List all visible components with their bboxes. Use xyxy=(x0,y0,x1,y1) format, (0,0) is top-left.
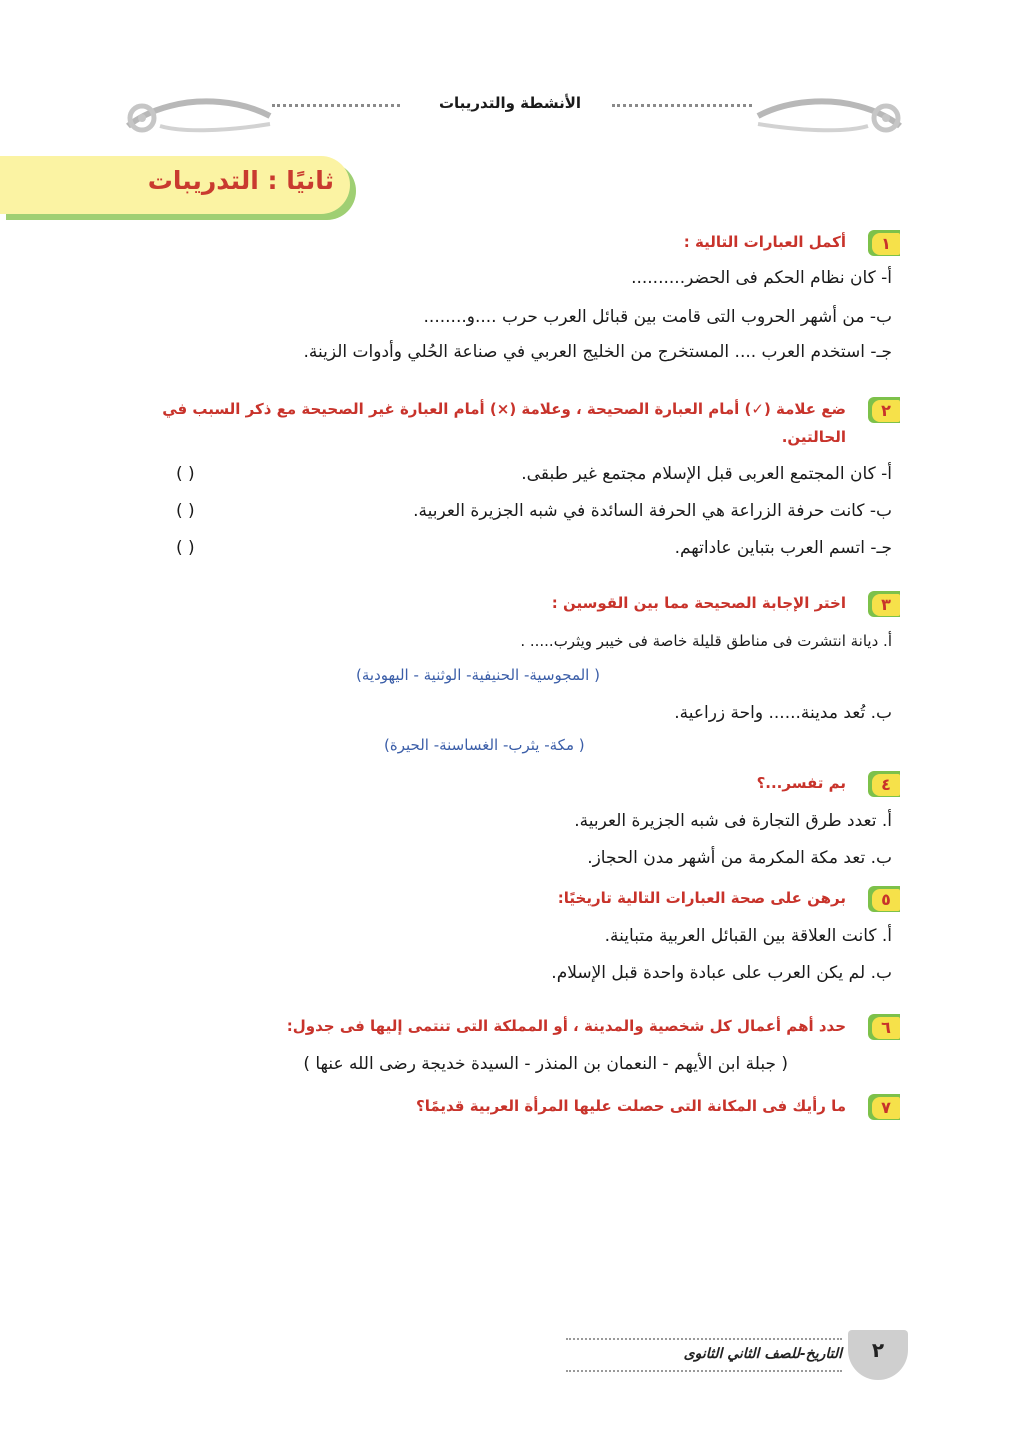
question-number-badge: ٣ xyxy=(868,591,900,617)
question-3-title: اختر الإجابة الصحيحة مما بين القوسين : xyxy=(551,594,846,612)
question-1-title: أكمل العبارات التالية : xyxy=(683,233,846,251)
section-title: ثانيًا : التدريبات xyxy=(147,166,334,195)
footer-divider-top xyxy=(566,1338,842,1340)
q1-item-b: ب- من أشهر الحروب التى قامت بين قبائل العرب حرب ....و........ xyxy=(423,307,892,327)
header-divider-right xyxy=(612,104,752,111)
page-number: ٢ xyxy=(871,1338,885,1362)
question-number-badge: ٦ xyxy=(868,1014,900,1040)
answer-parentheses[interactable]: ( ) xyxy=(176,538,195,558)
q2-item-c: جـ- اتسم العرب بتباين عاداتهم. xyxy=(674,538,892,558)
question-number-badge: ٢ xyxy=(868,397,900,423)
question-2-title-cont: الحالتين. xyxy=(781,428,846,446)
question-number-badge: ١ xyxy=(868,230,900,256)
q4-item-a: أ. تعدد طرق التجارة فى شبه الجزيرة العربية. xyxy=(574,811,892,831)
ornament-right-icon xyxy=(748,96,908,138)
q3-item-b: ب. تُعد مدينة...... واحة زراعية. xyxy=(674,703,892,723)
question-number-badge: ٧ xyxy=(868,1094,900,1120)
q6-names: ( جبلة ابن الأيهم - النعمان بن المنذر - السيدة خديجة رضى الله عنها ) xyxy=(303,1054,788,1074)
q5-item-a: أ. كانت العلاقة بين القبائل العربية متباينة. xyxy=(604,926,892,946)
q3-item-a: أ. ديانة انتشرت فى مناطق قليلة خاصة فى خيبر ويثرب..... . xyxy=(520,632,892,650)
header-title: الأنشطة والتدريبات xyxy=(438,94,582,112)
header-divider-left xyxy=(272,104,400,111)
q2-item-b: ب- كانت حرفة الزراعة هي الحرفة السائدة في شبه الجزيرة العربية. xyxy=(413,501,892,521)
q1-item-a: أ- كان نظام الحكم فى الحضر.......... xyxy=(631,268,892,288)
answer-parentheses[interactable]: ( ) xyxy=(176,464,195,484)
question-4-title: بم تفسر...؟ xyxy=(756,774,846,792)
section-banner xyxy=(0,156,350,214)
q3-options-b: ( مكة- يثرب- الغساسنة- الحيرة) xyxy=(384,736,585,754)
question-7-title: ما رأيك فى المكانة التى حصلت عليها المرأة العربية قديمًا؟ xyxy=(416,1097,846,1115)
q1-item-c: جـ- استخدم العرب .... المستخرج من الخليج العربي في صناعة الحُلي وأدوات الزينة. xyxy=(303,342,892,362)
question-5-title: برهن على صحة العبارات التالية تاريخيًا: xyxy=(557,889,846,907)
question-2-title: ضع علامة (✓) أمام العبارة الصحيحة ، وعلامة (×) أمام العبارة غير الصحيحة مع ذكر السبب في xyxy=(162,400,846,418)
footer-divider-bottom xyxy=(566,1370,842,1372)
q4-item-b: ب. تعد مكة المكرمة من أشهر مدن الحجاز. xyxy=(587,848,892,868)
footer-book-title: التاريخ-للصف الثاني الثانوى xyxy=(683,1346,842,1362)
q2-item-a: أ- كان المجتمع العربى قبل الإسلام مجتمع غير طبقى. xyxy=(521,464,892,484)
q5-item-b: ب. لم يكن العرب على عبادة واحدة قبل الإسلام. xyxy=(551,963,892,983)
ornament-left-icon xyxy=(120,96,280,138)
q3-options-a: ( المجوسية- الحنيفية- الوثنية - اليهودية) xyxy=(356,666,600,684)
question-number-badge: ٥ xyxy=(868,886,900,912)
answer-parentheses[interactable]: ( ) xyxy=(176,501,195,521)
question-number-badge: ٤ xyxy=(868,771,900,797)
question-6-title: حدد أهم أعمال كل شخصية والمدينة ، أو المملكة التى تنتمى إليها فى جدول: xyxy=(286,1017,846,1035)
